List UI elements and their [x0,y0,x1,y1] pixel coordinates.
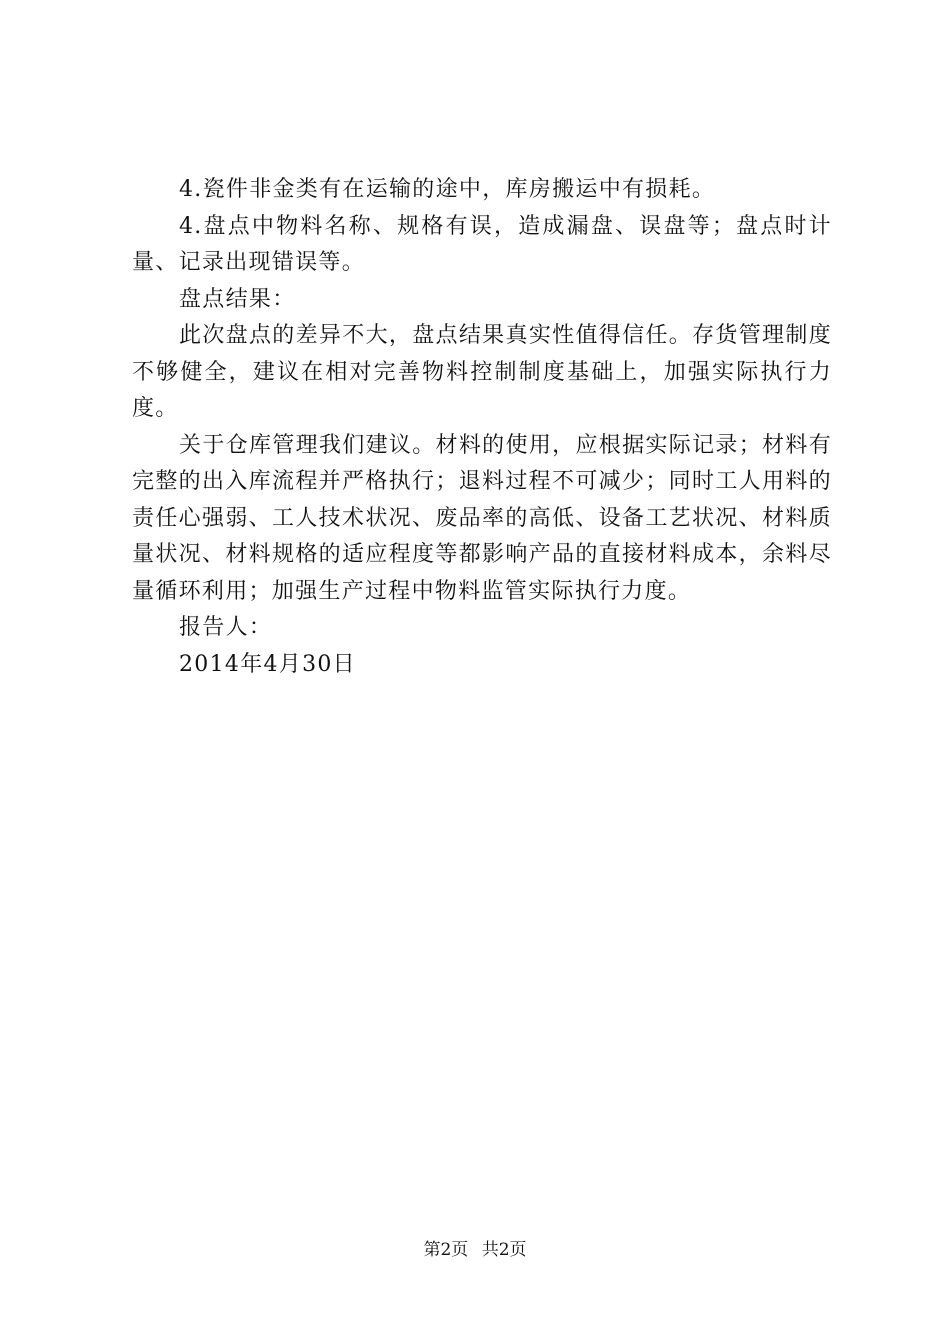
paragraph-results: 此次盘点的差异不大，盘点结果真实性值得信任。存货管理制度不够健全，建议在相对完善物料控制制度基础上，加强实际执行力度。 [132,323,832,421]
paragraph-count-errors: 4.盘点中物料名称、规格有误，造成漏盘、误盘等；盘点时计量、记录出现错误等。 [132,213,832,275]
report-date: 2014年4月30日 [179,651,356,677]
page-total: 共2页 [481,1240,527,1260]
section-heading-results: 盘点结果： [179,286,296,312]
document-body [132,172,832,683]
page-number: 第2页 [423,1240,469,1260]
page-footer [0,1238,950,1262]
reporter-label: 报告人： [179,615,273,640]
paragraph-loss-in-transit: 4.瓷件非金类有在运输的途中，库房搬运中有损耗。 [179,177,716,202]
paragraph-recommendations: 关于仓库管理我们建议。材料的使用，应根据实际记录；材料有完整的出入库流程并严格执行；退料过程不可减少；同时工人用料的责任心强弱、工人技术状况、废品率的高低、设备工艺状况、材料质量状况、材料规格的适应程度等都影响产品的直接材料成本，余料尽量循环利用；加强生产过程中物料监管实际执行力度。 [132,432,832,604]
